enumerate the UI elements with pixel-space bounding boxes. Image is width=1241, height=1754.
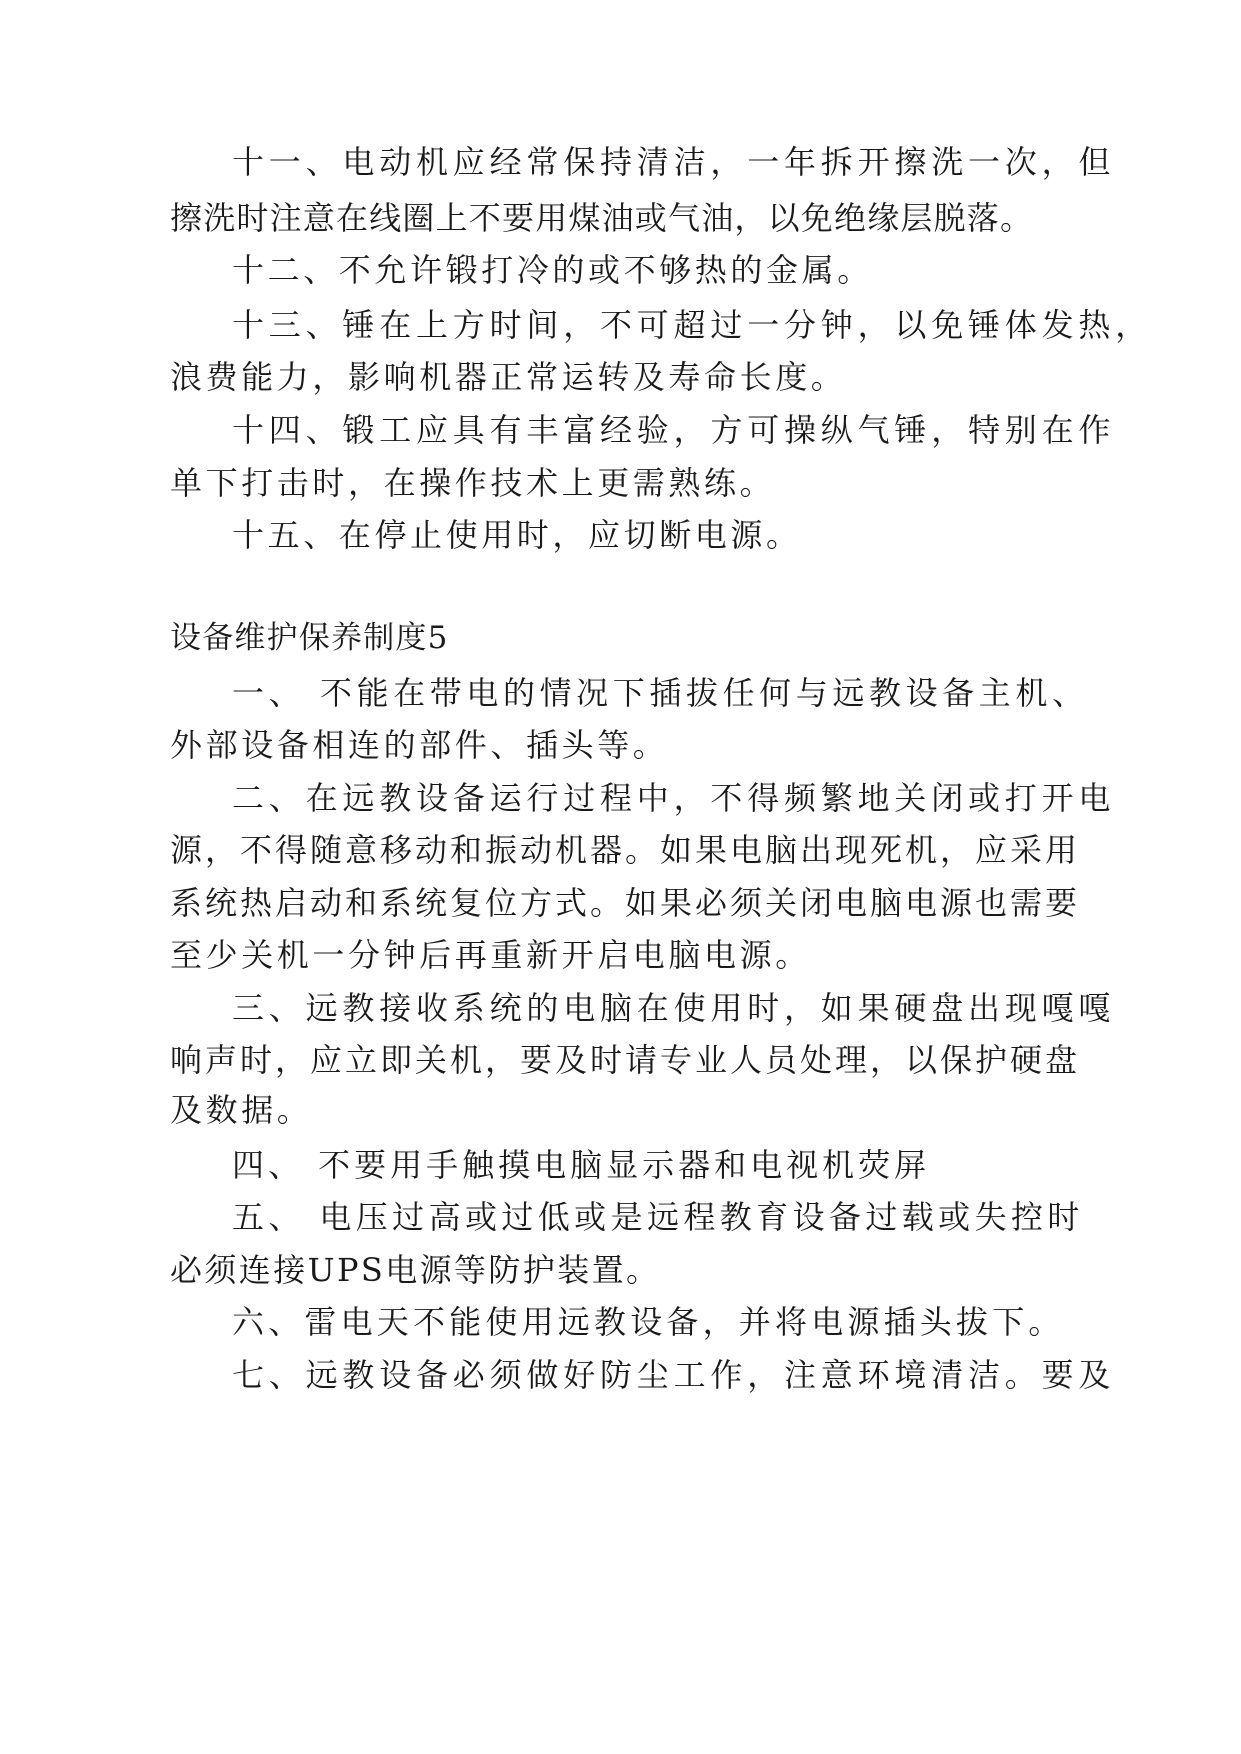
s5-item-3-line-2: 响声时，应立即关机，要及时请专业人员处理，以保护硬盘 <box>170 1041 1081 1079</box>
s5-item-7-line-1: 七、远教设备必须做好防尘工作，注意环境清洁。要及 <box>232 1356 1116 1394</box>
item-13-line-2: 浪费能力，影响机器正常运转及寿命长度。 <box>170 358 847 396</box>
s5-item-1-line-2: 外部设备相连的部件、插头等。 <box>170 726 669 764</box>
item-11-line-1: 十一、电动机应经常保持清洁，一年拆开擦洗一次，但 <box>232 143 1116 181</box>
s5-item-5-line-1: 五、 电压过高或过低或是远程教育设备过载或失控时 <box>232 1198 1084 1236</box>
item-13-line-1: 十三、锤在上方时间，不可超过一分钟，以免锤体发热， <box>232 306 1153 344</box>
item-14-line-1: 十四、锻工应具有丰富经验，方可操纵气锤，特别在作 <box>232 411 1116 449</box>
s5-item-1-line-1: 一、 不能在带电的情况下插拔任何与远教设备主机、 <box>232 674 1089 712</box>
item-14-line-2: 单下打击时，在操作技术上更需熟练。 <box>170 464 776 502</box>
s5-item-2-line-2: 源，不得随意移动和振动机器。如果电脑出现死机，应采用 <box>170 831 1081 869</box>
s5-item-4-line-1: 四、 不要用手触摸电脑显示器和电视机荧屏 <box>232 1146 931 1184</box>
section-title: 设备维护保养制度5 <box>170 620 449 656</box>
s5-item-2-line-3: 系统热启动和系统复位方式。如果必须关闭电脑电源也需要 <box>170 884 1081 922</box>
s5-item-5-line-2: 必须连接UPS电源等防护装置。 <box>170 1251 661 1289</box>
item-11-line-2: 擦洗时注意在线圈上不要用煤油或气油，以免绝缘层脱落。 <box>170 199 1034 237</box>
s5-item-2-line-1: 二、在远教设备运行过程中，不得频繁地关闭或打开电 <box>232 779 1116 817</box>
s5-item-3-line-1: 三、远教接收系统的电脑在使用时，如果硬盘出现嘎嘎 <box>232 989 1116 1027</box>
item-15-line-1: 十五、在停止使用时，应切断电源。 <box>232 516 802 554</box>
s5-item-3-line-3: 及数据。 <box>170 1091 313 1129</box>
item-12-line-1: 十二、不允许锻打冷的或不够热的金属。 <box>232 251 873 289</box>
s5-item-6-line-1: 六、雷电天不能使用远教设备，并将电源插头拔下。 <box>232 1303 1065 1341</box>
s5-item-2-line-4: 至少关机一分钟后再重新开启电脑电源。 <box>170 936 811 974</box>
